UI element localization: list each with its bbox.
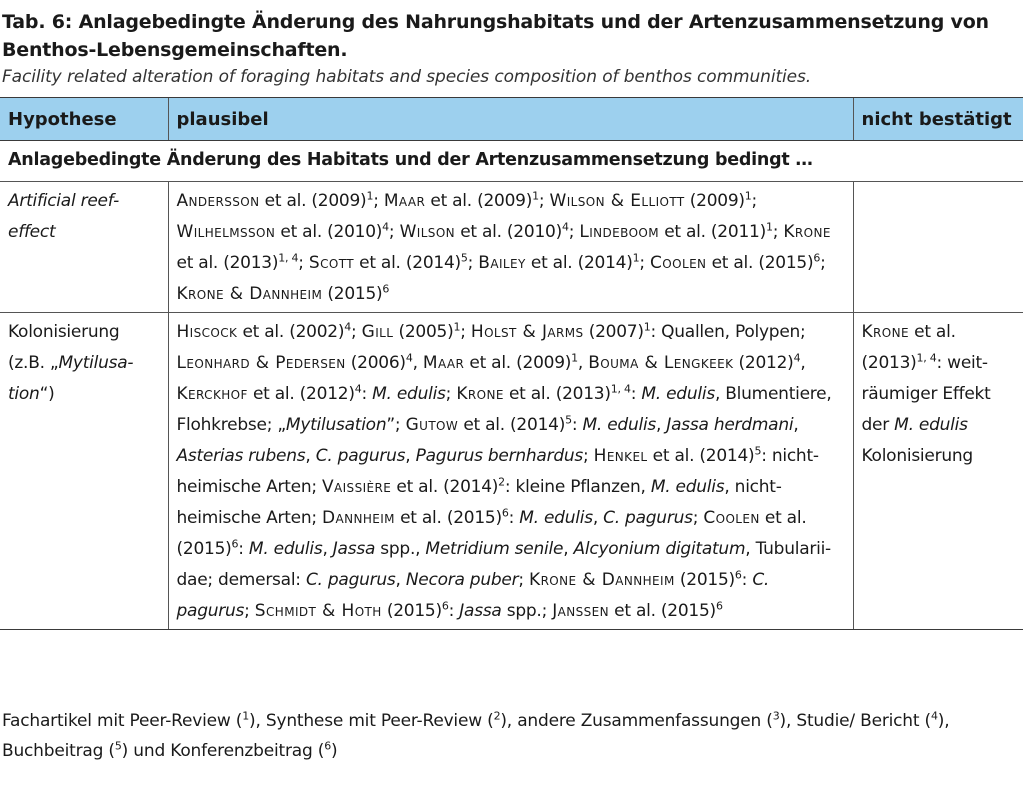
table-title: Tab. 6: Anlagebedingte Änderung des Nahrungshabitats und der Artenzusammensetzung von Benthos-Lebensgemeinschaften. xyxy=(2,11,989,61)
author-name: Holst & Jarms xyxy=(470,322,584,342)
text-run: , xyxy=(656,415,667,435)
footnote-marker: 4 xyxy=(382,220,389,234)
author-name: Maar xyxy=(383,191,426,211)
text-run: : xyxy=(361,384,373,404)
footnote-marker: 1 xyxy=(632,251,640,265)
text-run: ; xyxy=(772,222,784,242)
text-run: , Tubulariidae; demersal: xyxy=(176,539,832,590)
footnote-marker: 6 xyxy=(324,739,332,753)
footnote-marker: 1 xyxy=(643,320,651,334)
text-run: et al. (2012) xyxy=(247,384,355,404)
text-run: et al. (2013) xyxy=(861,322,956,373)
footnote-marker: 5 xyxy=(565,413,572,427)
author-name: Gutow xyxy=(405,415,459,435)
text-run: ; xyxy=(373,191,384,211)
text-run: : xyxy=(238,539,249,559)
footnote-marker: 4 xyxy=(561,220,569,234)
author-name: Wilson xyxy=(399,222,456,242)
header-plausible: plausibel xyxy=(168,98,853,141)
text-run: , xyxy=(305,446,316,466)
text-run: (2009) xyxy=(684,191,745,211)
footnote-marker: 5 xyxy=(460,251,468,265)
footnote-marker: 6 xyxy=(231,537,239,551)
text-run: et al. (2010) xyxy=(455,222,562,242)
footnote-marker: 4 xyxy=(793,351,801,365)
hypothesis-cell xyxy=(0,313,168,630)
text-run: : xyxy=(630,384,642,404)
text-run: (2005) xyxy=(393,322,454,342)
text-run: , xyxy=(592,508,604,528)
text-run: ”; xyxy=(386,415,406,435)
section-row xyxy=(0,141,1023,182)
text-run: ; xyxy=(350,322,362,342)
footnote-marker: 1 xyxy=(453,320,461,334)
text-run: ; xyxy=(388,222,400,242)
species-name: Asterias rubens xyxy=(176,446,306,466)
author-name: Dannheim xyxy=(321,508,395,528)
text-run: : kleine Pflanzen, xyxy=(504,477,651,497)
footnote xyxy=(2,706,1020,766)
footnote-marker: 6 xyxy=(715,599,723,613)
species-name: M. edulis xyxy=(650,477,725,497)
species-name: M. edulis xyxy=(372,384,446,404)
author-name: Kerckhof xyxy=(176,384,248,404)
text-run: , xyxy=(412,353,423,373)
author-name: Scott xyxy=(308,253,354,273)
text-run: (2006) xyxy=(345,353,406,373)
text-run: ) und Konferenzbeitrag ( xyxy=(121,741,325,761)
text-run: et al. (2009) xyxy=(464,353,572,373)
species-name: Mytilusation xyxy=(285,415,387,435)
text-run: (2015) xyxy=(381,601,442,621)
text-run: , Blumentiere, Flohkrebse; „ xyxy=(176,384,832,435)
species-name: Jassa xyxy=(332,539,376,559)
species-name: M. edulis xyxy=(641,384,715,404)
author-name: Gill xyxy=(361,322,394,342)
text-run: ) xyxy=(331,741,338,761)
footnote-marker: 6 xyxy=(501,506,509,520)
footnote-marker: 3 xyxy=(772,709,780,723)
text-run: et al. (2013) xyxy=(503,384,611,404)
text-run: ), Buchbeitrag ( xyxy=(2,711,950,761)
text-run: et al. (2013) xyxy=(176,253,279,273)
author-name: Vaissière xyxy=(321,477,392,497)
footnote-marker: 1 xyxy=(366,189,374,203)
text-run: (2012) xyxy=(733,353,794,373)
author-name: Krone xyxy=(783,222,831,242)
species-name: C. pagurus xyxy=(603,508,693,528)
text-run: et al. (2014) xyxy=(353,253,461,273)
text-run: ; xyxy=(244,601,255,621)
species-name: C. pagurus xyxy=(176,570,770,621)
text-run: , xyxy=(577,353,589,373)
text-run: ), andere Zusammenfassungen ( xyxy=(500,711,773,731)
text-run: , xyxy=(395,570,406,590)
text-run: : Quallen, Polypen; xyxy=(650,322,806,342)
text-run: et al. (2014) xyxy=(525,253,633,273)
text-run: : xyxy=(448,601,460,621)
text-run: ; xyxy=(460,322,471,342)
text-run: , xyxy=(405,446,416,466)
not-confirmed-cell xyxy=(853,182,1023,313)
author-name: Bailey xyxy=(478,253,526,273)
text-run: , xyxy=(563,539,574,559)
text-run: ; xyxy=(467,253,479,273)
footnote-marker: 1, 4 xyxy=(610,382,631,396)
footnote-marker: 4 xyxy=(405,351,413,365)
table-subtitle: Facility related alteration of foraging habitats and species composition of benthos communities. xyxy=(2,67,812,87)
text-run: ; xyxy=(639,253,651,273)
text-run: et al. (2011) xyxy=(659,222,766,242)
text-run: et al. (2010) xyxy=(275,222,383,242)
author-name: Bouma & Lengkeek xyxy=(588,353,734,373)
species-name: M. edulis xyxy=(582,415,657,435)
footnote-marker: 6 xyxy=(734,568,742,582)
header-row xyxy=(0,98,1023,141)
plausible-cell xyxy=(168,182,853,313)
text-run: , xyxy=(800,353,806,373)
hypothesis-cell: Artificial reef-effect xyxy=(0,182,168,313)
section-label: Anlagebedingte Änderung des Habitats und der Artenzusammensetzung bedingt … xyxy=(0,141,1023,182)
footnote-marker: 1 xyxy=(532,189,539,203)
text-run: , xyxy=(322,539,333,559)
text-run: ; xyxy=(820,253,826,273)
text-run: “) xyxy=(39,384,55,404)
author-name: Wilhelmsson xyxy=(176,222,276,242)
author-name: Krone xyxy=(861,322,909,342)
species-name: C. pagurus xyxy=(315,446,406,466)
footnote-marker: 5 xyxy=(114,739,122,753)
text-run: : xyxy=(571,415,583,435)
footnote-marker: 6 xyxy=(813,251,821,265)
footnote-marker: 4 xyxy=(344,320,351,334)
author-name: Krone & Dannheim xyxy=(529,570,675,590)
author-name: Andersson xyxy=(176,191,260,211)
footnote-marker: 4 xyxy=(930,709,938,723)
species-name: M. edulis xyxy=(248,539,323,559)
author-name: Leonhard & Pedersen xyxy=(176,353,346,373)
species-name: Pagurus bernhardus xyxy=(415,446,583,466)
text-run: : xyxy=(741,570,753,590)
author-name: Hiscock xyxy=(176,322,238,342)
text-run: et al. (2014) xyxy=(647,446,755,466)
text-run: ), Synthese mit Peer-Review ( xyxy=(249,711,494,731)
species-name: Metridium senile xyxy=(425,539,564,559)
text-run: et al. (2002) xyxy=(237,322,345,342)
text-run: ; xyxy=(751,191,758,211)
text-run: spp.; xyxy=(501,601,553,621)
species-name: Alcyonium digitatum xyxy=(573,539,746,559)
species-name: Necora puber xyxy=(405,570,519,590)
text-run: et al. (2015) xyxy=(706,253,814,273)
text-run: : nicht-heimische Arten; xyxy=(176,446,819,497)
footnote-marker: 1, 4 xyxy=(278,251,299,265)
text-run: ), Studie/ Bericht ( xyxy=(779,711,931,731)
author-name: Lindeboom xyxy=(579,222,660,242)
table-row xyxy=(0,182,1023,313)
text-run: et al. (2015) xyxy=(609,601,716,621)
text-run: ; xyxy=(583,446,594,466)
species-name: M. edulis xyxy=(894,415,968,435)
footnote-marker: 1 xyxy=(242,709,250,723)
plausible-cell xyxy=(168,313,853,630)
text-run: , nicht-heimische Arten; xyxy=(176,477,782,528)
text-run: ; xyxy=(445,384,457,404)
species-name: Jassa herdmani xyxy=(666,415,794,435)
footnote-marker: 6 xyxy=(382,282,390,296)
footnote-marker: 2 xyxy=(498,475,505,489)
table-row xyxy=(0,313,1023,630)
author-name: Henkel xyxy=(593,446,648,466)
text-run: et al. (2014) xyxy=(458,415,566,435)
text-run: (2007) xyxy=(583,322,644,342)
header-not-confirmed: nicht bestätigt xyxy=(853,98,1023,141)
text-run: spp., xyxy=(375,539,426,559)
text-run: ; xyxy=(538,191,550,211)
text-run: (2015) xyxy=(322,284,383,304)
text-run: Kolonisierung (z.B. „ xyxy=(8,322,120,373)
text-run: ; xyxy=(568,222,580,242)
species-name: Jassa xyxy=(459,601,502,621)
text-run: ; xyxy=(518,570,530,590)
text-run: et al. (2009) xyxy=(259,191,367,211)
species-name: M. edulis xyxy=(519,508,593,528)
text-run: et al. (2015) xyxy=(394,508,502,528)
text-run: et al. (2014) xyxy=(391,477,499,497)
author-name: Krone & Dannheim xyxy=(176,284,323,304)
footnote-marker: 2 xyxy=(493,709,501,723)
text-run: et al. (2009) xyxy=(425,191,533,211)
footnote-marker: 6 xyxy=(441,599,449,613)
author-name: Janssen xyxy=(552,601,610,621)
species-name: C. pagurus xyxy=(305,570,396,590)
text-run: (2015) xyxy=(674,570,735,590)
footnote-marker: 1 xyxy=(571,351,578,365)
author-name: Krone xyxy=(456,384,504,404)
author-name: Coolen xyxy=(650,253,707,273)
footnote-marker: 1 xyxy=(744,189,752,203)
author-name: Schmidt & Hoth xyxy=(254,601,382,621)
author-name: Coolen xyxy=(703,508,760,528)
footnote-marker: 4 xyxy=(354,382,362,396)
text-run: : weiträumiger Effekt der xyxy=(861,353,991,435)
text-run: Fachartikel mit Peer-Review ( xyxy=(2,711,243,731)
footnote-marker: 1 xyxy=(765,220,773,234)
author-name: Wilson & Elliott xyxy=(549,191,685,211)
not-confirmed-cell xyxy=(853,313,1023,630)
benthos-table xyxy=(0,97,1023,630)
footnote-marker: 1, 4 xyxy=(916,351,937,365)
species-name: Mytilusation xyxy=(8,353,134,404)
text-run: , xyxy=(793,415,799,435)
text-run: : xyxy=(508,508,520,528)
author-name: Maar xyxy=(422,353,465,373)
text-run: ; xyxy=(692,508,704,528)
header-hypothesis: Hypothese xyxy=(0,98,168,141)
text-run: Kolonisierung xyxy=(861,446,973,466)
footnote-marker: 5 xyxy=(754,444,762,458)
text-run: et al. (2015) xyxy=(176,508,807,559)
text-run: ; xyxy=(298,253,309,273)
